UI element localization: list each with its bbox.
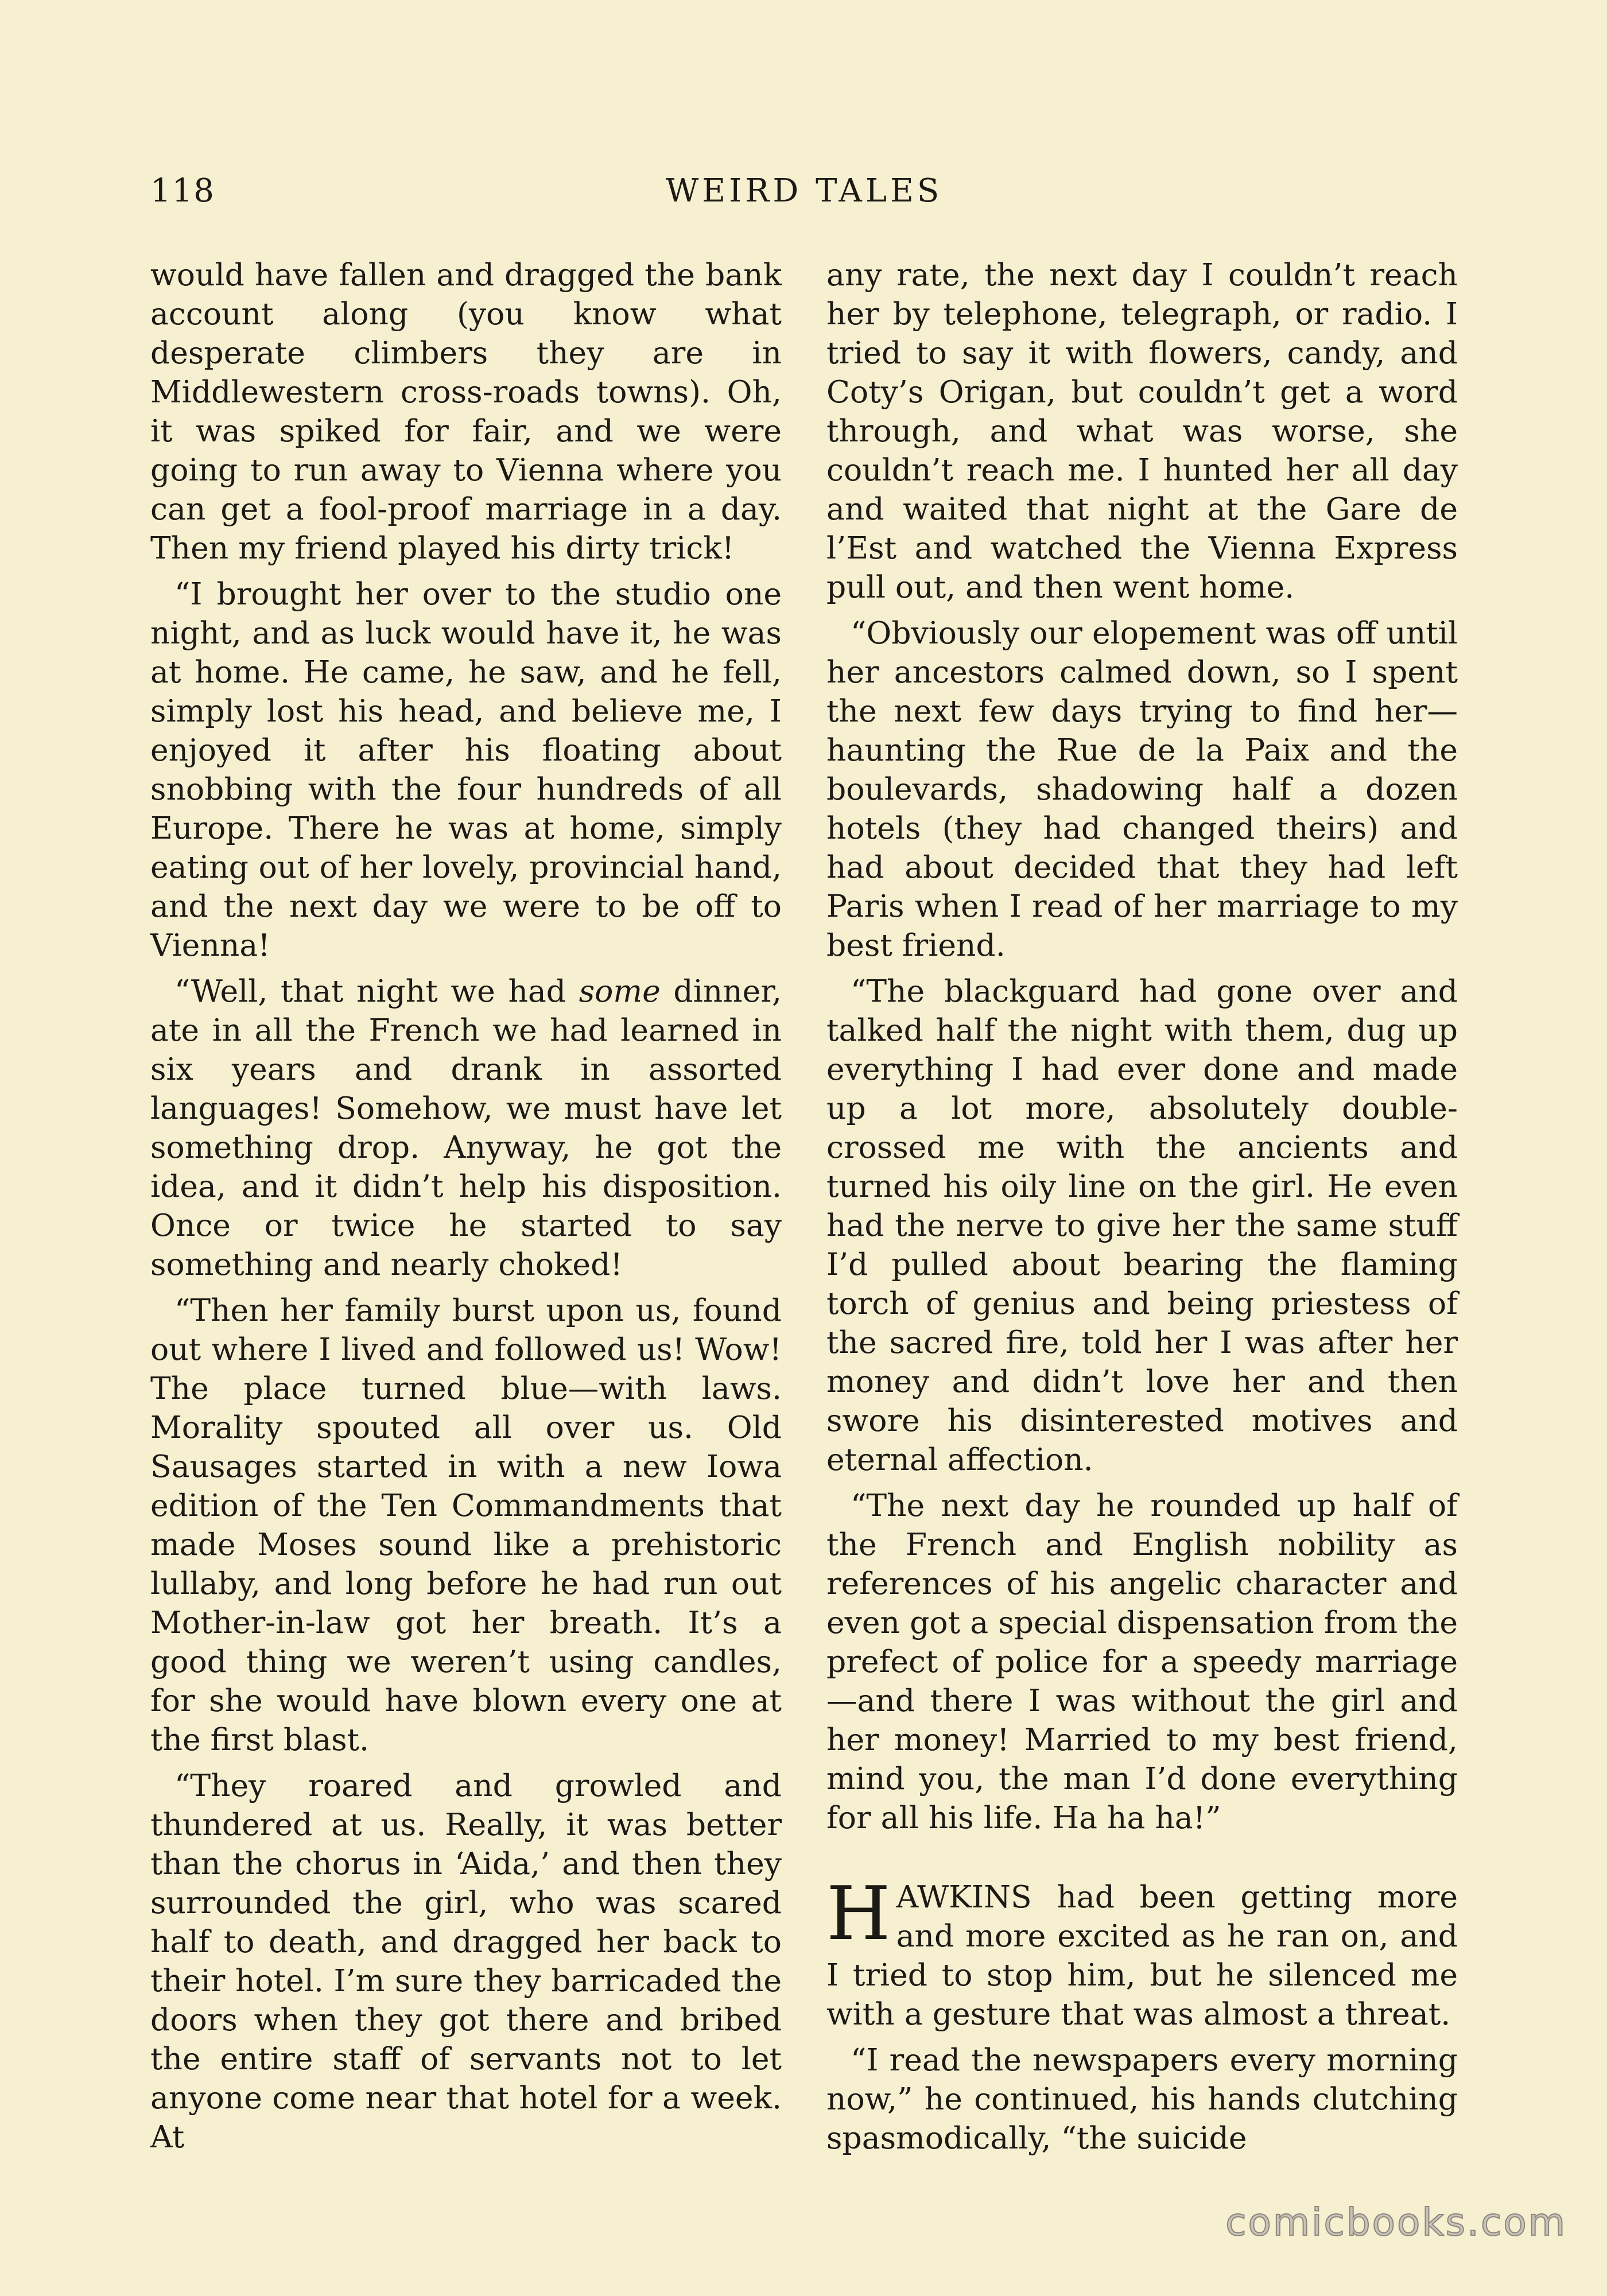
- watermark: comicbooks.com: [1225, 2200, 1567, 2244]
- paragraph: any rate, the next day I couldn’t reach her by telephone, telegraph, or radio. I tried to say it with flowers, candy, and Coty’s Origan, but couldn’t get a word through, and what was worse, she couldn’t reach me. I hunted her all day and waited that night at the Gare de l’Est and watched the Vienna Express pull out, and then went home.: [826, 257, 1458, 605]
- paragraph: “The blackguard had gone over and talked half the night with them, dug up everything I had ever done and made up a lot more, absolutely double-crossed me with the ancients and turned his oily line on the girl. He even had the nerve to give her the same stuff I’d pulled about bearing the flaming torch of genius and being priestess of the sacred fire, told her I was after her money and didn’t love her and then swore his disinterested motives and eternal affection.: [826, 973, 1458, 1477]
- paragraph: “I brought her over to the studio one night, and as luck would have it, he was at home. He came, he saw, and he fell, simply lost his head, and believe me, I enjoyed it after his floating about snobbing with the four hundreds of all Europe. There he was at home, simply eating out of her lovely, provincial hand, and the next day we were to be off to Vienna!: [150, 576, 782, 963]
- right-column: [826, 255, 1458, 2165]
- paragraph: [826, 1871, 1458, 2034]
- page-header: [150, 172, 1458, 218]
- paragraph: [150, 972, 782, 1284]
- paragraph: “I read the newspapers every morning now,” he continued, his hands clutching spasmodically, “the suicide: [826, 2042, 1458, 2156]
- left-column: [150, 255, 782, 2163]
- page-number: 118: [150, 172, 215, 210]
- paragraph: “The next day he rounded up half of the French and English nobility as references of his angelic character and even got a special dispensation from the prefect of police for a speedy marriage—and there I was without the girl and her money! Married to my best friend, mind you, the man I’d done everything for all his life. Ha ha ha!”: [826, 1487, 1458, 1836]
- paragraph-text: AWKINS had been getting more and more excited as he ran on, and I tried to stop him, but he silenced me with a gesture that was almost a threat.: [826, 1879, 1458, 2032]
- paragraph-text: dinner, ate in all the French we had learned in six years and drank in assorted languages! Somehow, we must have let something drop. Anyway, he got the idea, and it didn’t help his disposition. Once or twice he started to say something and nearly choked!: [150, 973, 782, 1282]
- paragraph-text: “Well, that night we had: [174, 973, 579, 1009]
- paragraph: would have fallen and dragged the bank account along (you know what desperate climbers they are in Middlewestern cross-roads towns). Oh, it was spiked for fair, and we were going to run away to Vienna where you can get a fool-proof marriage in a day. Then my friend played his dirty trick!: [150, 257, 782, 566]
- paragraph: “Obviously our elopement was off until her ancestors calmed down, so I spent the next few days trying to find her—haunting the Rue de la Paix and the boulevards, shadowing half a dozen hotels (they had changed theirs) and had about decided that they had left Paris when I read of her marriage to my best friend.: [826, 615, 1458, 963]
- emphasis-text: some: [579, 973, 661, 1009]
- drop-cap: H: [826, 1871, 891, 1957]
- paragraph: “They roared and growled and thundered at us. Really, it was better than the chorus in ‘Aida,’ and then they surrounded the girl, who was scared half to death, and dragged her back to their hotel. I’m sure they barricaded the doors when they got there and bribed the entire staff of servants not to let anyone come near that hotel for a week. At: [150, 1767, 782, 2155]
- paragraph: “Then her family burst upon us, found out where I lived and followed us! Wow! The place turned blue—with laws. Morality spouted all over us. Old Sausages started in with a new Iowa edition of the Ten Commandments that made Moses sound like a prehistoric lullaby, and long before he had run out Mother-in-law got her breath. It’s a good thing we weren’t using candles, for she would have blown every one at the first blast.: [150, 1292, 782, 1758]
- running-title: WEIRD TALES: [665, 172, 943, 210]
